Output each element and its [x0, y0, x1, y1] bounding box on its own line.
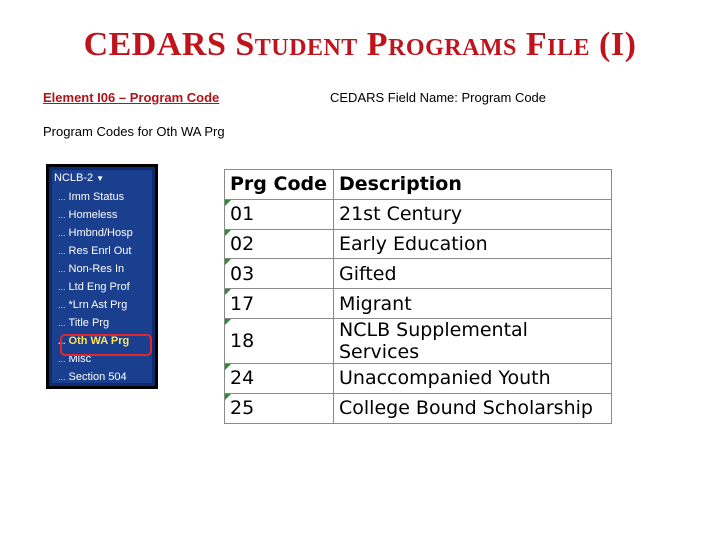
tree-connector: ... — [58, 318, 66, 328]
program-code: 02 — [230, 232, 255, 255]
program-code-cell — [225, 289, 334, 319]
program-code-cell — [225, 363, 334, 393]
table-row — [225, 393, 612, 423]
tree-item[interactable] — [58, 317, 109, 335]
tree-item-label: Non-Res In — [68, 263, 125, 275]
tree-connector: ... — [58, 228, 66, 238]
tree-connector: ... — [58, 372, 66, 382]
tree-item[interactable] — [58, 299, 127, 317]
tree-item[interactable] — [58, 191, 124, 209]
table-header-row — [225, 170, 612, 200]
program-code: 24 — [230, 367, 255, 390]
table-row — [225, 363, 612, 393]
table-row — [225, 259, 612, 289]
tree-item[interactable] — [58, 371, 127, 389]
description-cell — [334, 199, 612, 229]
program-description: College Bound Scholarship — [339, 397, 593, 420]
tree-connector: ... — [58, 264, 66, 274]
program-description: Unaccompanied Youth — [339, 367, 551, 390]
tree-item-label: Title Prg — [68, 317, 110, 329]
program-tree-panel — [46, 164, 158, 389]
tree-item-label: Section 504 — [68, 371, 127, 383]
page-title: CEDARS Student Programs File (I) — [83, 26, 637, 63]
program-code-cell — [225, 393, 334, 423]
tree-item-label: Hmbnd/Hosp — [68, 227, 133, 239]
tree-header[interactable] — [54, 172, 104, 184]
cell-marker-icon — [225, 230, 231, 236]
tree-item[interactable] — [58, 281, 130, 299]
tree-connector: ... — [58, 192, 66, 202]
program-code: 25 — [230, 397, 255, 420]
tree-connector: ... — [58, 210, 66, 220]
tree-item[interactable] — [58, 227, 133, 245]
cell-marker-icon — [225, 200, 231, 206]
tree-connector: ... — [58, 336, 66, 346]
field-name-label: CEDARS Field Name: Program Code — [330, 90, 547, 105]
program-code-cell — [225, 229, 334, 259]
tree-connector: ... — [58, 246, 66, 256]
table-row — [225, 199, 612, 229]
description-cell — [334, 363, 612, 393]
element-label: Element I06 – Program Code — [43, 90, 220, 105]
program-code-cell — [225, 259, 334, 289]
table-row — [225, 289, 612, 319]
chevron-down-icon[interactable]: ▼ — [96, 174, 105, 183]
tree-item-label: Oth WA Prg — [68, 335, 130, 347]
program-description: Migrant — [339, 292, 412, 315]
program-description: Early Education — [339, 232, 488, 255]
program-code-cell — [225, 318, 334, 363]
tree-connector: ... — [58, 354, 66, 364]
column-header-code: Prg Code — [225, 170, 334, 200]
cell-marker-icon — [225, 289, 231, 295]
program-code: 01 — [230, 203, 255, 226]
tree-header-label: NCLB-2 — [54, 172, 94, 184]
description-cell — [334, 393, 612, 423]
program-code: 18 — [230, 329, 255, 352]
tree-item-label: Ltd Eng Prof — [68, 281, 130, 293]
program-code: 03 — [230, 262, 255, 285]
tree-connector: ... — [58, 282, 66, 292]
tree-item-label: Misc — [68, 353, 92, 365]
tree-item-label: *Lrn Ast Prg — [68, 299, 128, 311]
tree-connector: ... — [58, 300, 66, 310]
tree-item[interactable] — [58, 209, 117, 227]
cell-marker-icon — [225, 259, 231, 265]
selected-item-highlight — [60, 334, 152, 356]
description-cell — [334, 318, 612, 363]
tree-item-label: Homeless — [68, 209, 118, 221]
tree-item-label: Imm Status — [68, 191, 125, 203]
description-cell — [334, 289, 612, 319]
program-codes-table — [224, 169, 612, 424]
subheading: Program Codes for Oth WA Prg — [43, 124, 225, 139]
program-tree — [52, 170, 152, 383]
program-code-cell — [225, 199, 334, 229]
program-description: Gifted — [339, 262, 397, 285]
column-header-description: Description — [334, 170, 612, 200]
table-row — [225, 318, 612, 363]
description-cell — [334, 259, 612, 289]
cell-marker-icon — [225, 319, 231, 325]
program-description: 21st Century — [339, 203, 463, 226]
cell-marker-icon — [225, 364, 231, 370]
program-code: 17 — [230, 292, 255, 315]
tree-item[interactable] — [58, 263, 124, 281]
program-description: NCLB Supplemental Services — [339, 318, 528, 363]
table-row — [225, 229, 612, 259]
description-cell — [334, 229, 612, 259]
tree-item[interactable] — [58, 245, 131, 263]
cell-marker-icon — [225, 394, 231, 400]
tree-item-label: Res Enrl Out — [68, 245, 132, 257]
